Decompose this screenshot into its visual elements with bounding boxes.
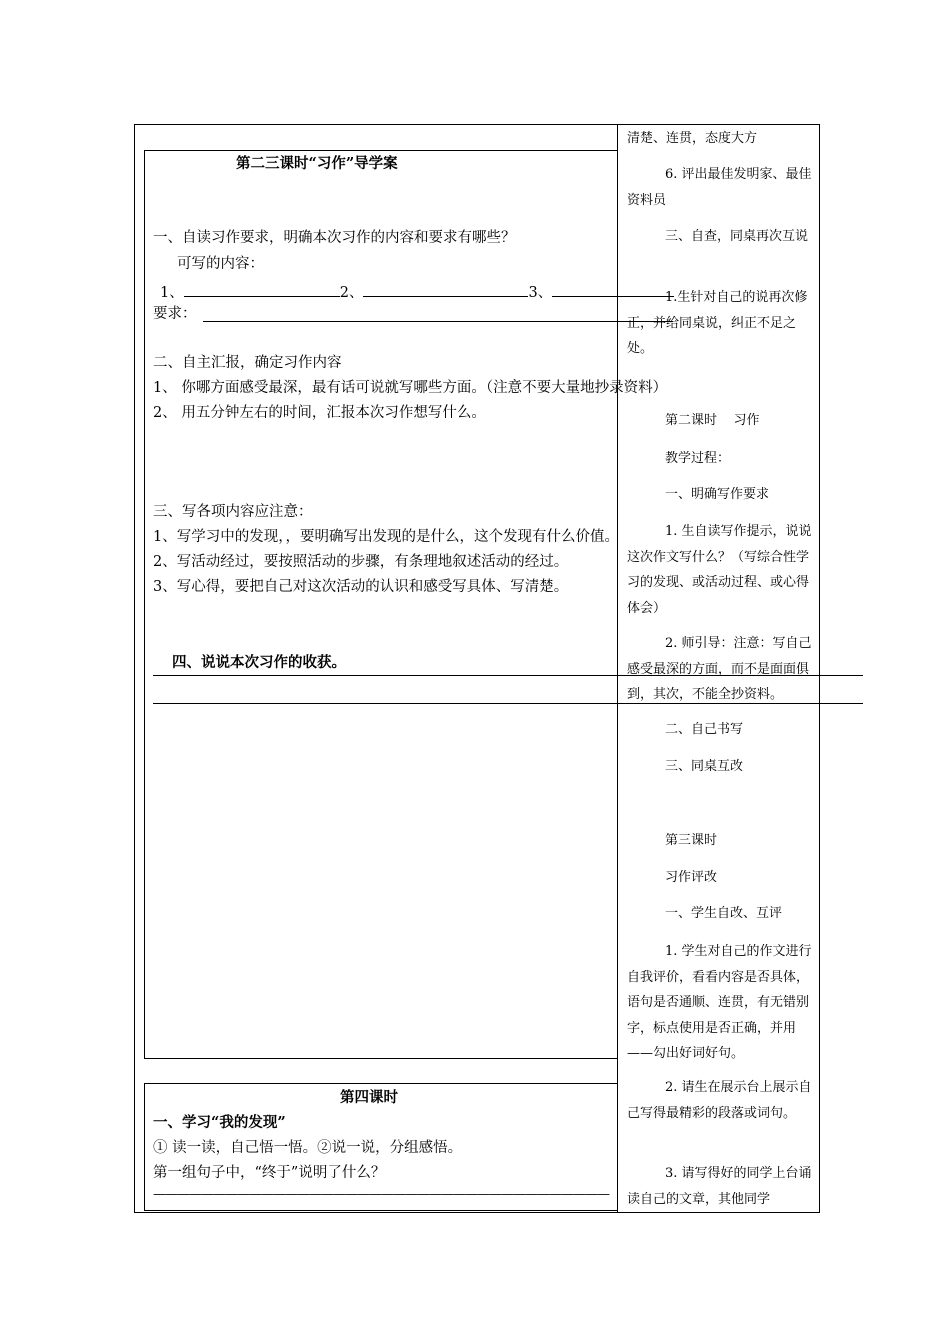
blank-1-line [184,280,340,297]
section-2-heading: 二、自主汇报，确定习作内容 [153,355,342,371]
lesson-4-dash-line: —————————————————————————————————————— [153,1187,609,1202]
blank-1-label: 1、 [160,285,184,301]
right-p10: 二、自己书写 [665,722,744,737]
section-3-item-3: 3、写心得，要把自己对这次活动的认识和感受写具体、写清楚。 [153,579,569,595]
right-p14: 一、学生自改、互评 [665,906,783,921]
right-p13: 习作评改 [665,870,718,885]
right-p15: 1. 学生对自己的作文进行自我评价，看看内容是否具体，语句是否通顺、连贯，有无错别字，标点使用是否正确，并用——勾出好词好句。 [627,944,812,1061]
requirement-label: 要求： [153,306,197,322]
blank-row [160,280,674,303]
right-p17: 3. 请写得好的同学上台诵读自己的文章，其他同学 [627,1166,812,1207]
section-3-heading: 三、写各项内容应注意： [153,504,313,520]
right-p2: 6. 评出最佳发明家、最佳资料员 [627,167,812,208]
section-2-item-1: 1、 你哪方面感受最深，最有话可说就写哪些方面。（注意不要大量地抄录资料） [153,380,668,396]
blank-2-label: 2、 [339,285,364,301]
lesson-4-line-2: 第一组句子中，“终于”说明了什么？ [153,1165,386,1181]
right-p9: 2. 师引导：注意：写自己感受最深的方面，而不是面面俱到，其次，不能全抄资料。 [627,636,812,702]
section-3-item-1: 1、写学习中的发现，，要明确写出发现的是什么，这个发现有什么价值。 [153,529,619,545]
lesson-4-line-1: ① 读一读，自己悟一悟。②说一说，分组感悟。 [153,1140,463,1156]
right-p4: 1.生针对自己的说再次修正，并给同桌说，纠正不足之处。 [627,290,808,356]
lesson-4-title: 第四课时 [340,1089,398,1106]
page-title: 第二三课时“习作”导学案 [236,155,398,172]
right-p12: 第三课时 [665,833,718,848]
section-1-heading: 一、自读习作要求，明确本次习作的内容和要求有哪些？ [153,230,516,246]
requirement-line [203,321,673,322]
blank-2-line [363,280,528,297]
right-p3: 三、自查，同桌再次互说 [665,229,809,244]
section-3-item-2: 2、写活动经过，要按照活动的步骤，有条理地叙述活动的经过。 [153,554,569,570]
can-write-label: 可写的内容： [177,256,264,272]
right-p8: 1. 生自读写作提示，说说这次作文写什么？（写综合性学习的发现、或活动过程、或心得体会） [627,524,812,616]
blank-3-label: 3、 [528,285,553,301]
right-p11: 三、同桌互改 [665,759,744,774]
lesson-4-heading: 一、学习“我的发现” [153,1114,286,1131]
right-p16: 2. 请生在展示台上展示自己写得最精彩的段落或词句。 [627,1080,812,1121]
right-p6: 教学过程： [665,451,731,466]
right-p7: 一、明确写作要求 [665,487,770,502]
section-2-item-2: 2、 用五分钟左右的时间，汇报本次习作想写什么。 [153,405,486,421]
right-p1: 清楚、连贯，态度大方 [627,131,758,146]
section-4-heading: 四、说说本次习作的收获。 [172,654,346,671]
right-p5: 第二课时 习作 [665,413,760,428]
